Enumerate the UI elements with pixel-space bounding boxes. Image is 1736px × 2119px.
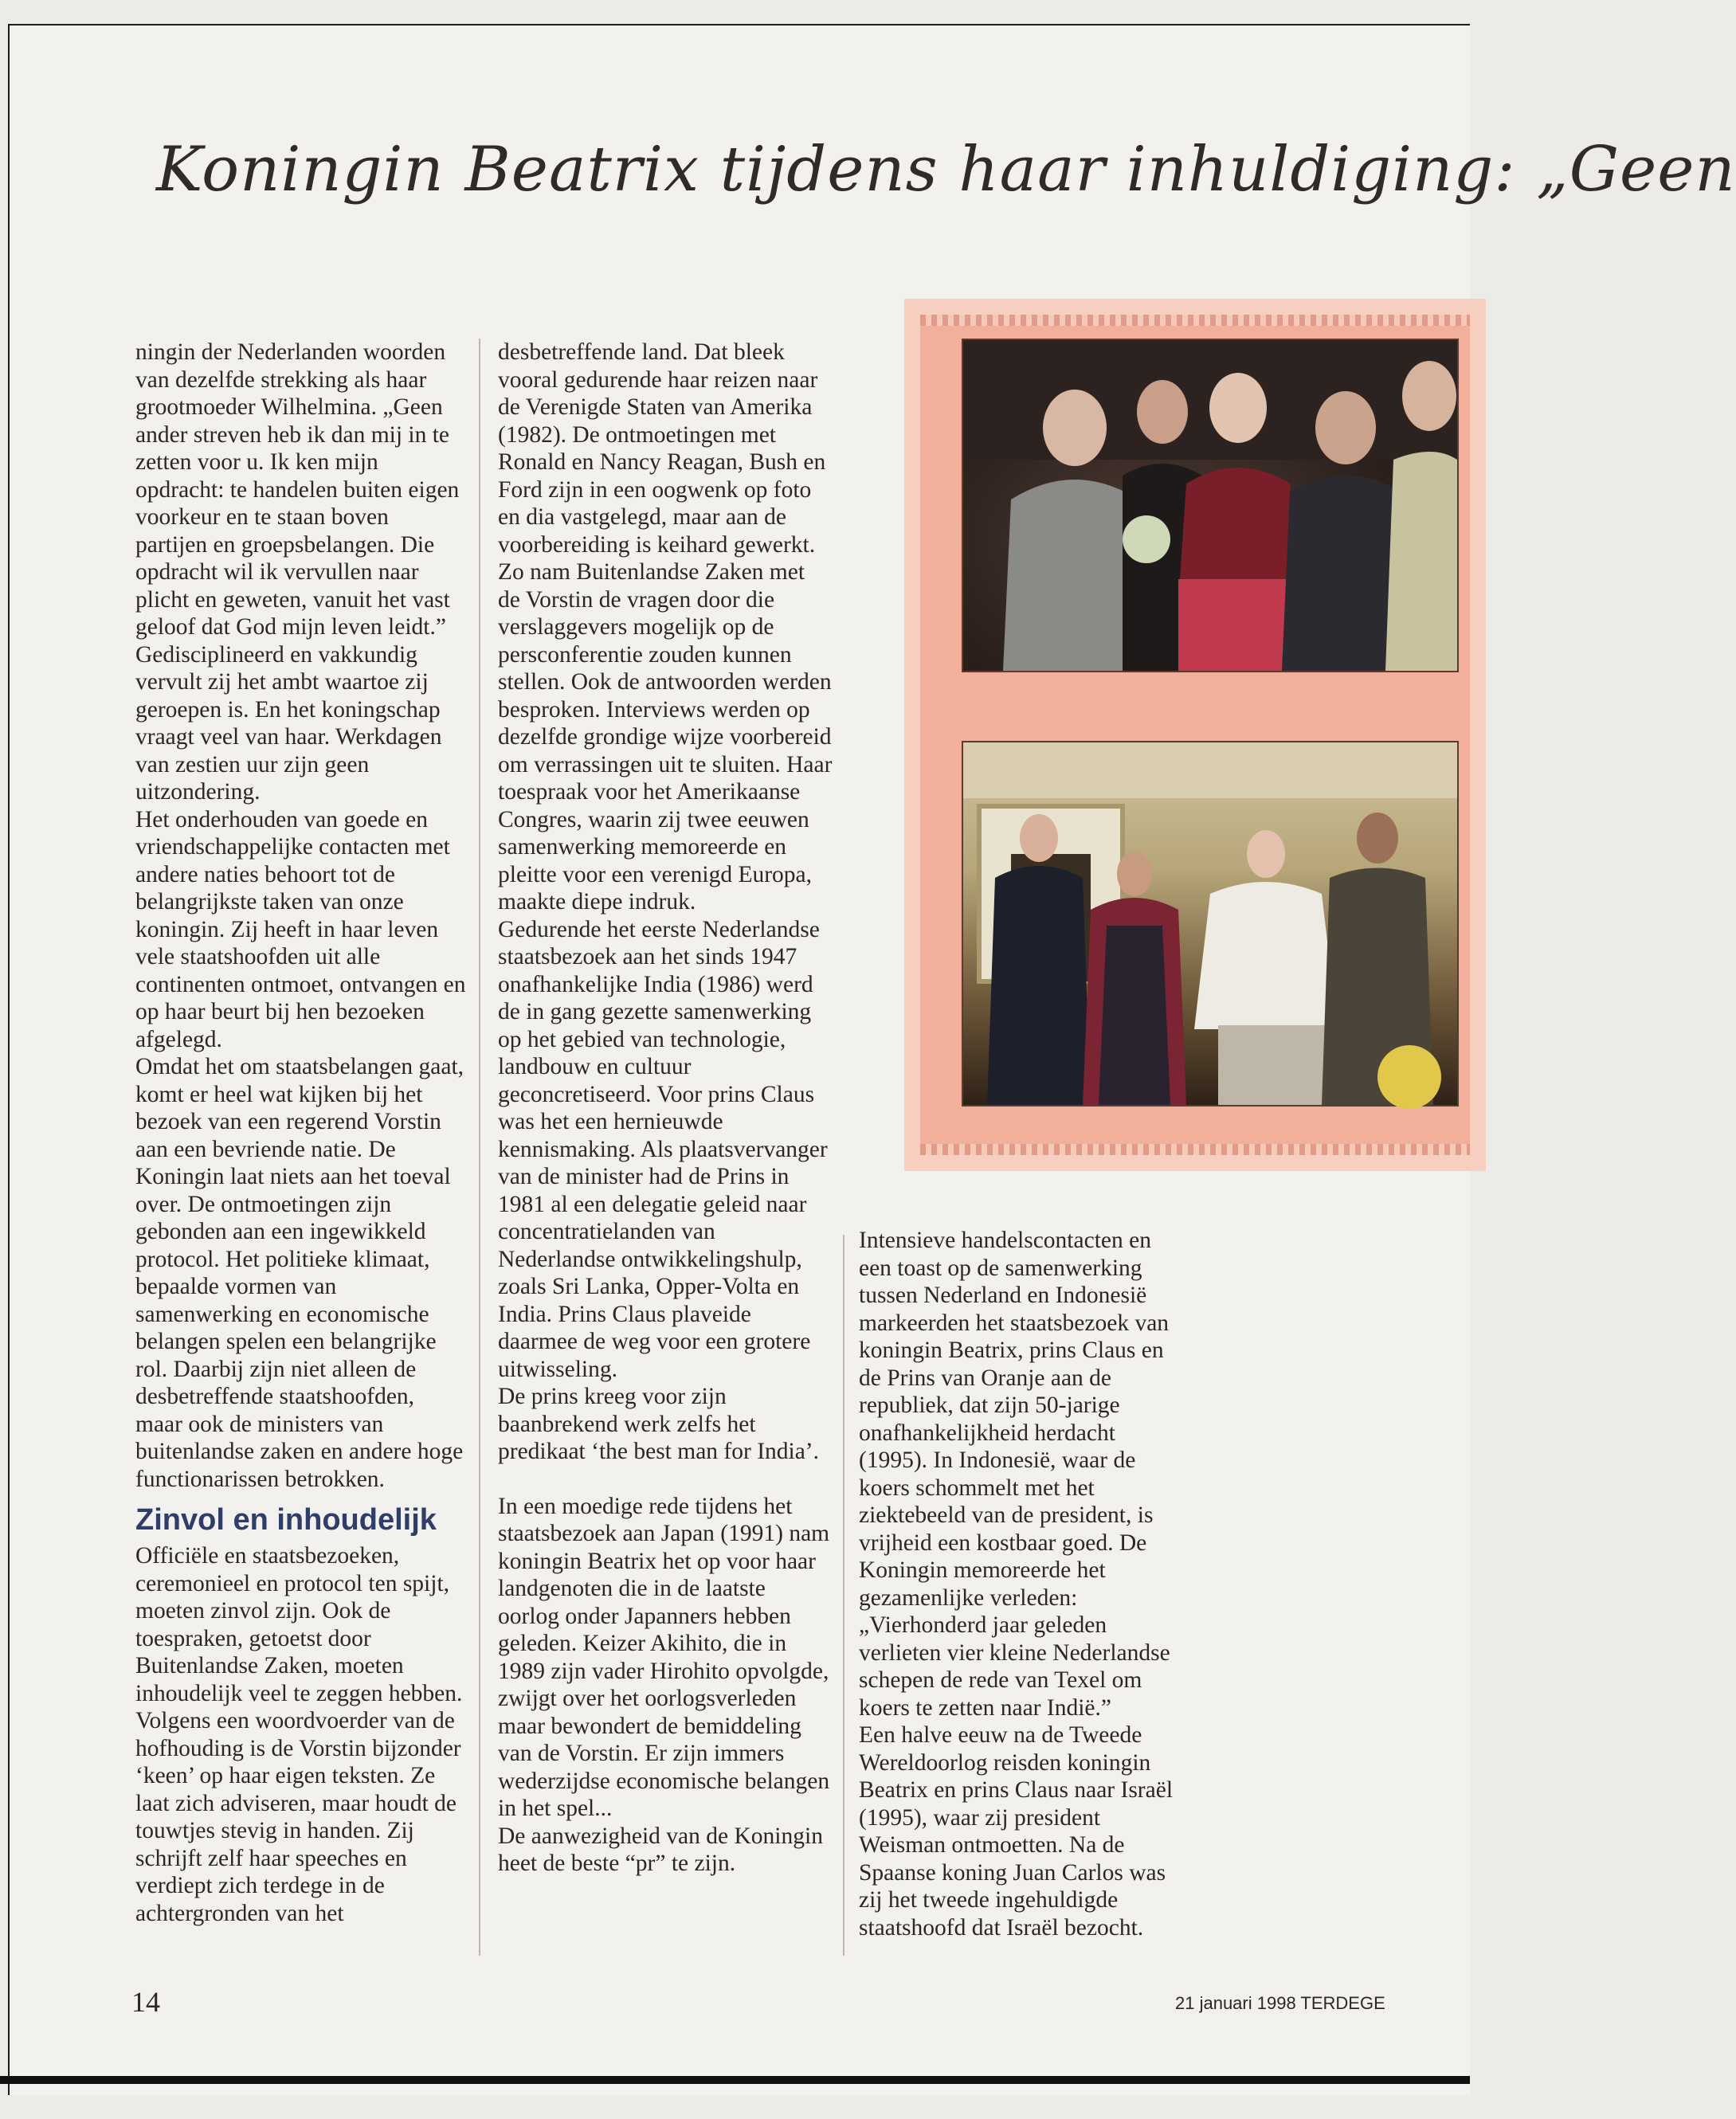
paragraph: Het onderhouden van goede en vriendschappelijke contacten met andere naties behoort tot de belangrijkste taken van onze koningin. Zij heeft in haar leven vele staatshoofden uit alle continenten ontmoet, ontvangen en op haar beurt bij hen bezoeken afgelegd. bbox=[135, 806, 466, 1052]
page-bottom-edge bbox=[0, 2076, 1470, 2084]
paragraph: Omdat het om staatsbelangen gaat, komt er heel wat kijken bij het bezoek van een regerend Vorstin aan een bevriende natie. De Koningin laat niets aan het toeval over. De ontmoetingen zijn gebonden aan een ingewikkeld protocol. Het politieke klimaat, bepaalde vormen van samenwerking en economische belangen spelen een belangrijke rol. Daarbij zijn niet alleen de desbetreffende staatshoofden, maar ook de ministers van buitenlandse zaken en andere hoge functionarissen betrokken. bbox=[135, 1054, 464, 1492]
text-column-1 bbox=[135, 339, 466, 1927]
section-subheading: Zinvol en inhoudelijk bbox=[135, 1503, 437, 1537]
publication-date-footer: 21 januari 1998 TERDEGE bbox=[1175, 1993, 1385, 2013]
photo-state-visit-india bbox=[962, 741, 1459, 1107]
page-number: 14 bbox=[131, 1986, 160, 2018]
paragraph-gap bbox=[498, 1466, 833, 1493]
paragraph: Intensieve handelscontacten en een toast op de samenwerking tussen Nederland en Indonesië markeerden het staatsbezoek van koningin Beatrix, prins Claus en de Prins van Oranje aan de republiek, dat zijn 50-jarige onafhankelijkheid herdacht (1995). In Indonesië, waar de koers schommelt met het ziektebeeld van de president, is vrijheid een kostbaar goed. De Koningin memoreerde het gezamenlijke verleden: „Vierhonderd jaar geleden verlieten vier kleine Nederlandse schepen de rede van Texel om koers te zetten naar Indië.” bbox=[859, 1228, 1170, 1721]
photo-state-visit-figures bbox=[963, 742, 1457, 1105]
photo-reception bbox=[962, 339, 1459, 672]
photo-reception-figures bbox=[963, 340, 1457, 671]
paragraph: De prins kreeg voor zijn baanbrekend werk zelfs het predikaat ‘the best man for India’. bbox=[498, 1384, 820, 1464]
paragraph: In een moedige rede tijdens het staatsbezoek aan Japan (1991) nam koningin Beatrix het op voor haar landgenoten die in de laatste oorlog onder Japanners hebben geleden. Keizer Akihito, die in 1989 zijn vader Hirohito opvolgde, zwijgt over het oorlogsverleden maar bewondert de bemiddeling van de Vorstin. Er zijn immers wederzijdse economische belangen in het spel... bbox=[498, 1493, 830, 1821]
paragraph: Een halve eeuw na de Tweede Wereldoorlog reisden koningin Beatrix en prins Claus naar Israël (1995), waar zij president Weisman ontmoetten. Na de Spaanse koning Juan Carlos was zij het tweede ingehuldigde staatshoofd dat Israël bezocht. bbox=[859, 1722, 1174, 1941]
column-divider bbox=[843, 1235, 844, 1956]
paragraph: ningin der Nederlanden woorden van dezelfde strekking als haar grootmoeder Wilhelmina. „Geen ander streven heb ik dan mij in te zetten voor u. Ik ken mijn opdracht: te handelen buiten eigen voorkeur en te staan boven partijen en groepsbelangen. Die opdracht wil ik vervullen naar plicht en geweten, vanuit het vast geloof dat God mijn leven leidt.” Gedisciplineerd en vakkundig vervult zij het ambt waartoe zij geroepen is. En het koningschap vraagt veel van haar. Werkdagen van zestien uur zijn geen uitzondering. bbox=[135, 339, 460, 805]
paragraph: desbetreffende land. Dat bleek vooral gedurende haar reizen naar de Verenigde Staten van Amerika (1982). De ontmoetingen met Ronald en Nancy Reagan, Bush en Ford zijn in een oogwenk op foto en dia vastgelegd, maar aan de voorbereiding is keihard gewerkt. Zo nam Buitenlandse Zaken met de Vorstin de vragen door die verslaggevers mogelijk op de persconferentie zouden kunnen stellen. Ook de antwoorden werden besproken. Interviews werden op dezelfde grondige wijze voorbereid om verrassingen uit te sluiten. Haar toespraak voor het Amerikaanse Congres, waarin zij twee eeuwen samenwerking memoreerde en pleitte voor een verenigd Europa, maakte diepe indruk. bbox=[498, 339, 833, 915]
text-column-2 bbox=[498, 339, 833, 1878]
photo-panel bbox=[920, 315, 1470, 1155]
column-divider bbox=[479, 339, 480, 1956]
paragraph: De aanwezigheid van de Koningin heet de beste “pr” te zijn. bbox=[498, 1823, 823, 1876]
text-column-3 bbox=[859, 1227, 1181, 1941]
article-headline: Koningin Beatrix tijdens haar inhuldiging: „Geen bbox=[156, 134, 1736, 206]
paragraph: Officiële en staatsbezoeken, ceremonieel en protocol ten spijt, moeten zinvol zijn. Ook de toespraken, getoetst door Buitenlandse Zaken, moeten inhoudelijk veel te zeggen hebben. Volgens een woordvoerder van de hofhouding is de Vorstin bijzonder ‘keen’ op haar eigen teksten. Ze laat zich adviseren, maar houdt de touwtjes stevig in handen. Zij schrijft zelf haar speeches en verdiept zich terdege in de achtergronden van het bbox=[135, 1543, 463, 1926]
paragraph: Gedurende het eerste Nederlandse staatsbezoek aan het sinds 1947 onafhankelijke India (1986) werd de in gang gezette samenwerking op het gebied van technologie, landbouw en cultuur geconcretiseerd. Voor prins Claus was het een hernieuwde kennismaking. Als plaatsvervanger van de minister had de Prins in 1981 al een delegatie geleid naar concentratielanden van Nederlandse ontwikkelingshulp, zoals Sri Lanka, Opper-Volta en India. Prins Claus plaveide daarmee de weg voor een grotere uitwisseling. bbox=[498, 916, 828, 1382]
